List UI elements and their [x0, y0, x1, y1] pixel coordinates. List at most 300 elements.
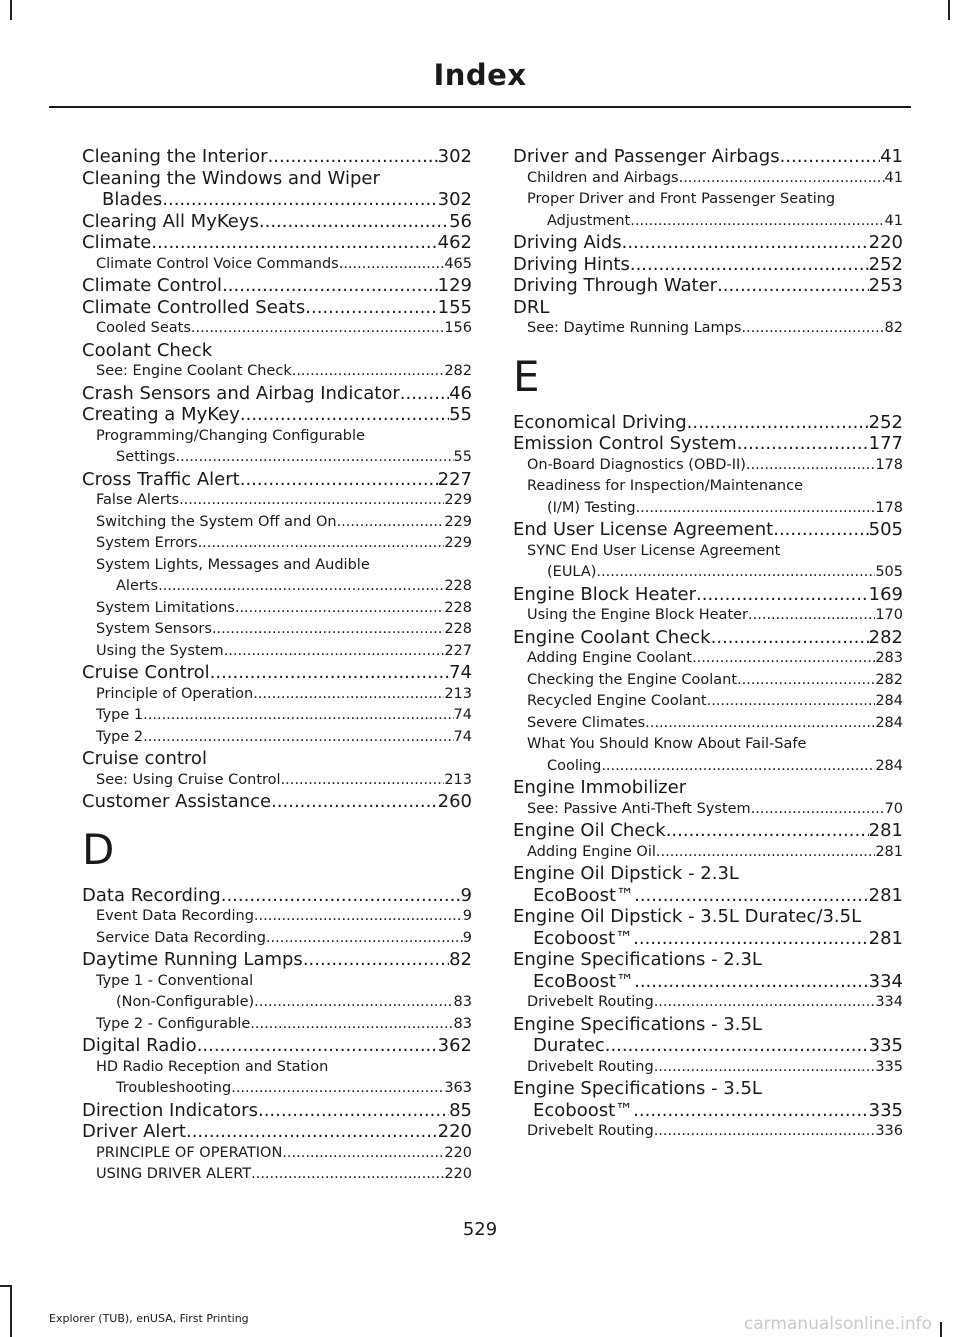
index-subentry	[82, 971, 472, 1014]
page-reference[interactable]: 334	[875, 994, 903, 1010]
page-reference[interactable]: 284	[875, 714, 903, 731]
index-entry	[513, 275, 903, 297]
index-entry	[513, 627, 903, 649]
index-entry	[513, 863, 903, 906]
dot-leader	[679, 168, 885, 190]
page-reference[interactable]: 281	[868, 820, 903, 841]
index-subentry	[82, 727, 472, 749]
dot-leader	[666, 820, 869, 842]
entry-label: Type 2 - Configurable	[96, 1015, 251, 1032]
index-subentry	[513, 189, 903, 232]
entry-label: Drivebelt Routing	[527, 1058, 654, 1075]
section-letter: E	[513, 351, 540, 401]
dot-leader	[162, 189, 437, 211]
index-subentry	[513, 476, 903, 519]
index-subentry	[82, 906, 472, 928]
entry-label: Engine Specifications - 3.5L	[513, 1078, 762, 1099]
dot-leader	[240, 404, 449, 426]
entry-label-continued: Troubleshooting	[116, 1080, 232, 1096]
index-entry	[82, 232, 472, 254]
entry-label: Coolant Check	[82, 339, 213, 361]
dot-leader	[235, 598, 444, 620]
index-subentry	[82, 254, 472, 276]
dot-leader	[282, 1143, 444, 1165]
entry-label: Engine Immobilizer	[513, 777, 687, 798]
entry-label: Drivebelt Routing	[527, 1123, 654, 1139]
index-entry	[82, 1121, 472, 1143]
index-entry	[82, 1100, 472, 1122]
dot-leader	[250, 1014, 453, 1036]
entry-label: Climate	[82, 232, 152, 253]
index-entry	[513, 254, 903, 276]
page-reference[interactable]: 228	[444, 578, 472, 594]
page-reference[interactable]: 282	[875, 671, 903, 688]
index-entry	[82, 275, 472, 297]
entry-label: Engine Block Heater	[513, 583, 696, 605]
index-subentry	[82, 533, 472, 555]
index-entry	[513, 584, 903, 606]
dot-leader	[303, 949, 449, 971]
page-reference[interactable]: 252	[868, 411, 903, 433]
index-subentry	[513, 799, 903, 821]
page-reference[interactable]: 74	[453, 728, 472, 745]
entry-label: See: Engine Coolant Check	[96, 363, 292, 379]
dot-leader	[630, 254, 869, 276]
dot-leader	[654, 1121, 876, 1143]
entry-label: Driving Aids	[513, 232, 622, 253]
entry-label: System Limitations	[96, 599, 235, 616]
entry-label: Programming/Changing Configurable	[96, 427, 365, 444]
index-subentry	[82, 555, 472, 598]
entry-label: System Lights, Messages and Audible	[96, 556, 370, 573]
index-subentry	[82, 619, 472, 641]
entry-label: Recycled Engine Coolant	[527, 693, 707, 709]
page-reference[interactable]: 229	[444, 535, 472, 551]
entry-label: Engine Oil Dipstick - 2.3L	[513, 863, 739, 884]
dot-leader	[197, 1035, 438, 1057]
dot-leader	[210, 662, 449, 684]
entry-label: Climate Control	[82, 275, 223, 296]
dot-leader	[339, 254, 445, 276]
index-subentry	[513, 992, 903, 1014]
page-reference[interactable]: 462	[437, 232, 472, 253]
page-reference[interactable]: 169	[868, 583, 903, 605]
page-reference[interactable]: 505	[875, 564, 903, 580]
index-subentry	[513, 670, 903, 692]
dot-leader	[292, 361, 445, 383]
dot-leader	[253, 684, 444, 706]
index-subentry	[82, 705, 472, 727]
index-subentry	[82, 928, 472, 950]
dot-leader	[634, 885, 869, 907]
index-entry	[82, 748, 472, 770]
dot-leader	[175, 447, 453, 469]
crop-mark	[948, 0, 950, 20]
entry-label-continued: Duratec	[533, 1035, 605, 1056]
page-reference[interactable]: 335	[868, 1099, 903, 1121]
page-reference[interactable]: 228	[444, 621, 472, 637]
dot-leader	[737, 670, 875, 692]
entry-label: See: Daytime Running Lamps	[527, 320, 742, 336]
entry-label: System Errors	[96, 535, 198, 551]
entry-label: Digital Radio	[82, 1035, 197, 1056]
index-entry	[82, 469, 472, 491]
entry-label: Adding Engine Oil	[527, 843, 656, 860]
entry-label: Engine Coolant Check	[513, 626, 711, 648]
index-subentry	[513, 1121, 903, 1143]
title-rule	[49, 106, 911, 108]
entry-label: Driver Alert	[82, 1121, 186, 1142]
page-reference[interactable]: 282	[444, 363, 472, 379]
index-subentry	[513, 1057, 903, 1079]
page-number: 529	[462, 1219, 498, 1240]
entry-label: Cleaning the Windows and Wiper	[82, 167, 380, 189]
entry-label: Checking the Engine Coolant	[527, 671, 738, 688]
index-subentry	[513, 455, 903, 477]
entry-label-continued: Alerts	[116, 578, 159, 594]
dot-leader	[254, 906, 463, 928]
index-entry	[513, 412, 903, 434]
entry-label: Engine Oil Check	[513, 820, 666, 841]
index-column-right	[513, 146, 903, 1143]
dot-leader	[400, 383, 449, 405]
page-reference[interactable]: 282	[868, 626, 903, 648]
dot-leader	[630, 211, 884, 233]
entry-label: See: Using Cruise Control	[96, 771, 281, 788]
entry-label: Cross Traffic Alert	[82, 468, 240, 490]
dot-leader	[212, 619, 444, 641]
index-subentry	[82, 641, 472, 663]
index-entry	[82, 383, 472, 405]
entry-label: Type 1 - Conventional	[96, 972, 254, 989]
index-subentry	[82, 361, 472, 383]
index-subentry	[513, 605, 903, 627]
entry-label: Using the System	[96, 642, 224, 659]
footer-text: Explorer (TUB), enUSA, First Printing	[49, 1312, 249, 1325]
index-subentry	[513, 168, 903, 190]
index-subentry	[82, 1014, 472, 1036]
page-reference[interactable]: 363	[444, 1080, 472, 1096]
page-reference[interactable]: 228	[444, 599, 472, 616]
entry-label: Cruise Control	[82, 662, 210, 683]
entry-label: Principle of Operation	[96, 685, 254, 702]
index-entry	[513, 777, 903, 799]
page-reference[interactable]: 220	[444, 1166, 472, 1182]
index-entry	[513, 519, 903, 541]
page-reference[interactable]: 41	[884, 212, 903, 229]
index-entry	[513, 906, 903, 949]
entry-label: Event Data Recording	[96, 908, 254, 924]
entry-label: Creating a MyKey	[82, 404, 240, 425]
page-reference[interactable]: 46	[449, 382, 472, 404]
page-reference[interactable]: 9	[462, 908, 472, 924]
index-entry	[82, 885, 472, 907]
entry-label: Service Data Recording	[96, 929, 266, 946]
dot-leader	[654, 1057, 876, 1079]
page-reference[interactable]: 70	[884, 800, 903, 817]
page-reference[interactable]: 229	[444, 513, 472, 530]
page-reference[interactable]: 56	[449, 210, 472, 232]
page-reference[interactable]: 302	[437, 146, 472, 167]
dot-leader	[281, 770, 445, 792]
entry-label-continued: (EULA)	[547, 564, 597, 580]
index-entry	[513, 433, 903, 455]
entry-label: Direction Indicators	[82, 1099, 258, 1121]
page-reference[interactable]: 283	[875, 650, 903, 666]
entry-label: Proper Driver and Front Passenger Seating	[527, 191, 836, 207]
entry-label: Driver and Passenger Airbags	[513, 146, 780, 167]
dot-leader	[158, 576, 444, 598]
page-reference[interactable]: 170	[875, 607, 903, 623]
dot-leader	[258, 1100, 449, 1122]
index-entry	[82, 340, 472, 362]
page-reference[interactable]: 213	[444, 771, 472, 788]
page-reference[interactable]: 362	[437, 1035, 472, 1056]
entry-label: Climate Control Voice Commands	[96, 255, 339, 272]
index-subentry	[82, 684, 472, 706]
dot-leader	[622, 232, 869, 254]
index-entry	[82, 949, 472, 971]
index-subentry	[82, 1143, 472, 1165]
entry-label: Economical Driving	[513, 411, 687, 433]
index-subentry	[82, 318, 472, 340]
entry-label-continued: Blades	[102, 189, 163, 210]
index-subentry	[513, 842, 903, 864]
entry-label: End User License Agreement	[513, 519, 774, 540]
entry-label-continued: (I/M) Testing	[547, 499, 636, 516]
entry-label: Cooled Seats	[96, 320, 191, 336]
dot-leader	[636, 498, 876, 520]
dot-leader	[692, 648, 875, 670]
page-reference[interactable]: 284	[875, 693, 903, 709]
page-reference[interactable]: 281	[868, 927, 903, 949]
page-reference[interactable]: 220	[444, 1144, 472, 1161]
section-letter: D	[82, 824, 115, 874]
index-entry	[513, 820, 903, 842]
page-reference[interactable]: 74	[453, 707, 472, 723]
index-subentry	[513, 734, 903, 777]
watermark: carmanualsonline.info	[743, 1314, 932, 1334]
index-subentry	[82, 1164, 472, 1186]
entry-label: Cleaning the Interior	[82, 146, 268, 167]
page-reference[interactable]: 178	[875, 456, 903, 473]
entry-label-continued: Ecoboost™	[533, 927, 634, 949]
entry-label: What You Should Know About Fail-Safe	[527, 736, 807, 752]
dot-leader	[654, 992, 876, 1014]
index-entry	[513, 949, 903, 992]
entry-label: Severe Climates	[527, 714, 646, 731]
page-reference[interactable]: 55	[449, 404, 472, 425]
page-reference[interactable]: 252	[868, 253, 903, 275]
dot-leader	[198, 533, 445, 555]
page-reference[interactable]: 227	[444, 642, 472, 659]
dot-leader	[687, 412, 869, 434]
page-reference[interactable]: 82	[884, 320, 903, 336]
entry-label: System Sensors	[96, 621, 212, 637]
page-reference[interactable]: 281	[875, 843, 903, 860]
page-reference[interactable]: 229	[444, 492, 472, 508]
dot-leader	[696, 584, 869, 606]
dot-leader	[254, 992, 453, 1014]
page-reference[interactable]: 227	[437, 468, 472, 490]
dot-leader	[271, 791, 438, 813]
page-reference[interactable]: 465	[444, 255, 472, 272]
entry-label-continued: Ecoboost™	[533, 1099, 634, 1121]
entry-label-continued: Cooling	[547, 757, 602, 774]
page-reference[interactable]: 55	[453, 449, 472, 465]
entry-label: See: Passive Anti-Theft System	[527, 800, 751, 817]
page-reference[interactable]: 302	[437, 189, 472, 210]
dot-leader	[748, 605, 875, 627]
index-entry	[82, 297, 472, 319]
entry-label: Engine Specifications - 2.3L	[513, 949, 762, 970]
page-reference[interactable]: 83	[453, 994, 472, 1010]
page-title: Index	[433, 58, 527, 92]
dot-leader	[179, 490, 444, 512]
page-reference[interactable]: 178	[875, 499, 903, 516]
page-reference[interactable]: 213	[444, 685, 472, 702]
entry-label: Clearing All MyKeys	[82, 210, 259, 232]
dot-leader	[224, 641, 445, 663]
entry-label: Engine Oil Dipstick - 3.5L Duratec/3.5L	[513, 906, 862, 927]
entry-label: Cruise control	[82, 748, 207, 769]
entry-label: HD Radio Reception and Station	[96, 1058, 329, 1075]
index-entry	[82, 791, 472, 813]
dot-leader	[633, 1100, 868, 1122]
dot-leader	[596, 562, 875, 584]
dot-leader	[737, 433, 869, 455]
dot-leader	[305, 297, 437, 319]
index-entry	[82, 404, 472, 426]
entry-label-continued: EcoBoost™	[533, 884, 635, 906]
entry-label: Crash Sensors and Airbag Indicator	[82, 382, 400, 404]
entry-label: Engine Specifications - 3.5L	[513, 1013, 762, 1035]
index-subentry	[82, 1057, 472, 1100]
page-reference[interactable]: 85	[449, 1099, 472, 1121]
dot-leader	[605, 1035, 869, 1057]
index-subentry	[513, 541, 903, 584]
index-entry	[513, 1078, 903, 1121]
dot-leader	[259, 211, 449, 233]
entry-label: On-Board Diagnostics (OBD-II)	[527, 456, 746, 473]
dot-leader	[231, 1078, 444, 1100]
crop-mark	[10, 1285, 12, 1337]
dot-leader	[711, 627, 869, 649]
page-reference[interactable]: 82	[449, 949, 472, 970]
index-entry	[82, 146, 472, 168]
dot-leader	[268, 146, 438, 168]
entry-label-continued: (Non-Configurable)	[116, 994, 255, 1010]
page-reference[interactable]: 83	[453, 1015, 472, 1032]
page-reference[interactable]: 41	[880, 146, 903, 167]
page-reference[interactable]: 334	[868, 970, 903, 992]
dot-leader	[741, 318, 884, 340]
dot-leader	[746, 455, 875, 477]
page-reference[interactable]: 220	[437, 1121, 472, 1142]
entry-label: False Alerts	[96, 492, 180, 508]
page-reference[interactable]: 220	[868, 232, 903, 253]
index-entry	[513, 232, 903, 254]
index-entry	[82, 168, 472, 211]
index-entry	[82, 211, 472, 233]
dot-leader	[656, 842, 875, 864]
entry-label: Climate Controlled Seats	[82, 296, 306, 318]
index-subentry	[82, 490, 472, 512]
dot-leader	[717, 275, 869, 297]
entry-label: Data Recording	[82, 884, 221, 906]
dot-leader	[780, 146, 880, 168]
entry-label: Type 1	[96, 707, 144, 723]
index-column-left	[82, 146, 472, 1186]
dot-leader	[186, 1121, 438, 1143]
page-reference[interactable]: 336	[875, 1123, 903, 1139]
index-subentry	[82, 770, 472, 792]
dot-leader	[601, 756, 875, 778]
page-reference[interactable]: 505	[868, 519, 903, 540]
entry-label: DRL	[513, 296, 550, 318]
dot-leader	[707, 691, 876, 713]
page-reference[interactable]: 335	[875, 1058, 903, 1075]
index-entry	[82, 1035, 472, 1057]
page-reference[interactable]: 129	[437, 275, 472, 296]
dot-leader	[251, 1164, 444, 1186]
dot-leader	[634, 971, 869, 993]
entry-label: Type 2	[96, 728, 144, 745]
entry-label: Driving Hints	[513, 253, 630, 275]
entry-label: Daytime Running Lamps	[82, 949, 303, 970]
page-reference[interactable]: 260	[437, 791, 472, 812]
index-entry	[513, 1014, 903, 1057]
page-reference[interactable]: 74	[449, 662, 472, 683]
entry-label-continued: EcoBoost™	[533, 970, 635, 992]
index-subentry	[82, 598, 472, 620]
page-reference[interactable]: 156	[444, 320, 472, 336]
page-reference[interactable]: 284	[875, 757, 903, 774]
page-reference[interactable]: 281	[868, 884, 903, 906]
dot-leader	[221, 885, 461, 907]
page-reference[interactable]: 253	[868, 275, 903, 296]
entry-label: PRINCIPLE OF OPERATION	[96, 1144, 283, 1161]
page-reference[interactable]: 9	[460, 884, 472, 906]
page-reference[interactable]: 155	[437, 296, 472, 318]
crop-mark	[0, 1285, 12, 1287]
index-subentry	[513, 318, 903, 340]
dot-leader	[151, 232, 437, 254]
page-reference[interactable]: 9	[462, 929, 472, 946]
entry-label: Drivebelt Routing	[527, 994, 654, 1010]
dot-leader	[222, 275, 438, 297]
entry-label: Readiness for Inspection/Maintenance	[527, 478, 803, 494]
entry-label: Switching the System Off and On	[96, 513, 337, 530]
dot-leader	[751, 799, 885, 821]
index-entry	[82, 662, 472, 684]
dot-leader	[645, 713, 875, 735]
dot-leader	[143, 705, 453, 727]
entry-label: SYNC End User License Agreement	[527, 542, 781, 559]
page-reference[interactable]: 335	[868, 1035, 903, 1056]
entry-label: Customer Assistance	[82, 791, 272, 812]
crop-mark	[10, 0, 12, 20]
dot-leader	[773, 519, 868, 541]
crop-mark	[940, 1322, 942, 1337]
index-entry	[513, 146, 903, 168]
entry-label-continued: Adjustment	[547, 212, 631, 229]
page-reference[interactable]: 41	[884, 169, 903, 186]
page-reference[interactable]: 177	[868, 433, 903, 454]
index-subentry	[513, 713, 903, 735]
entry-label: Adding Engine Coolant	[527, 650, 693, 666]
index-subentry	[82, 512, 472, 534]
